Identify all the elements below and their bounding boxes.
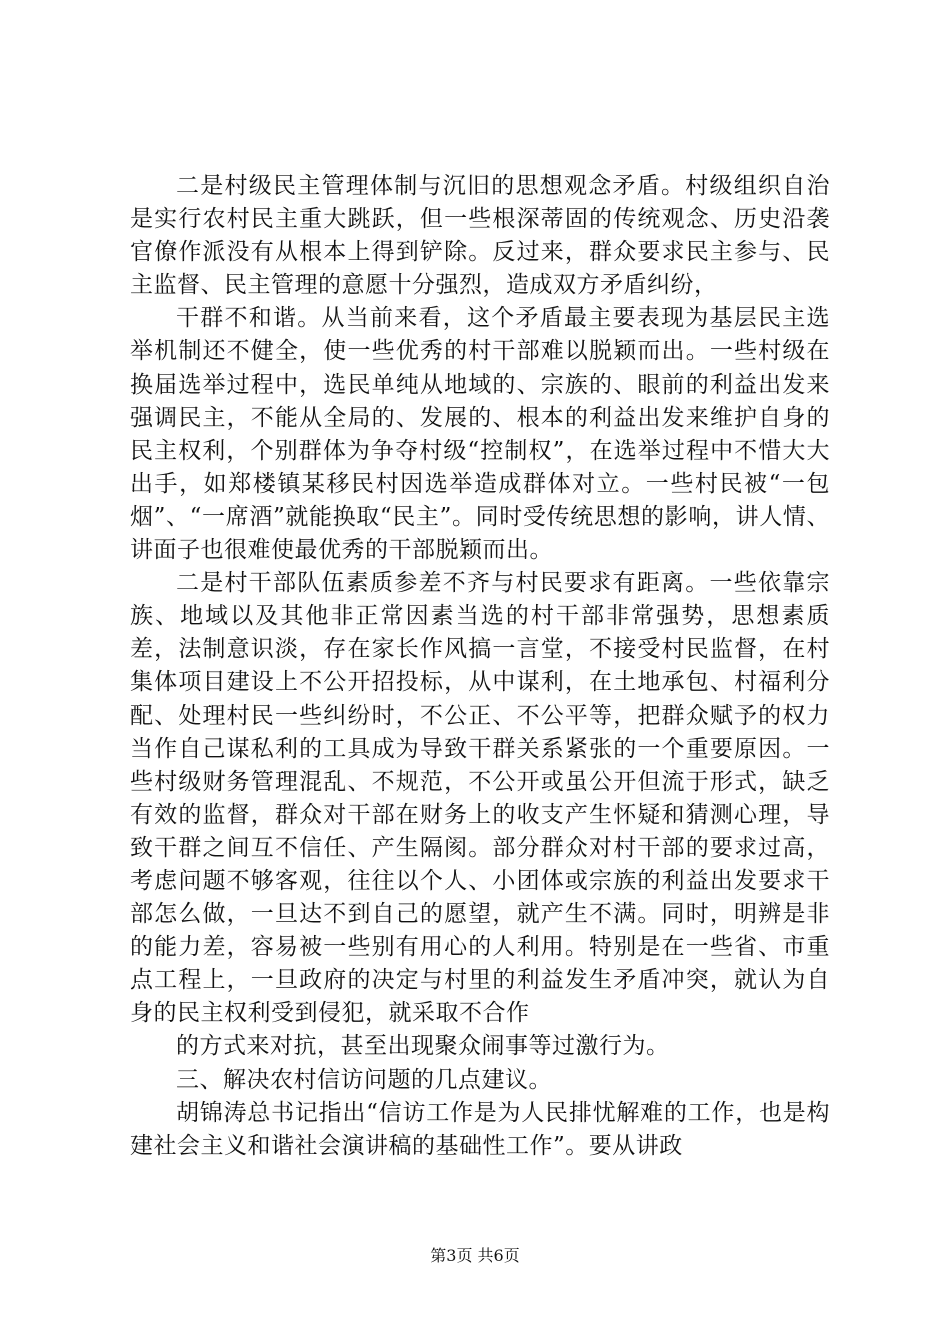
paragraph-2: 干群不和谐。从当前来看，这个矛盾最主要表现为基层民主选举机制还不健全，使一些优秀的村干部难以脱颖而出。一些村级在换届选举过程中，选民单纯从地域的、宗族的、眼前的利益出发来强调民主，不能从全局的、发展的、根本的利益出发来维护自身的民主权利，个别群体为争夺村级“控制权”，在选举过程中不惜大大出手，如郑楼镇某移民村因选举造成群体对立。一些村民被“一包烟”、“一席酒”就能换取“民主”。同时受传统思想的影响，讲人情、讲面子也很难使最优秀的干部脱颖而出。	[130, 305, 830, 564]
paragraph-3: 二是村干部队伍素质参差不齐与村民要求有距离。一些依靠宗族、地域以及其他非正常因素当选的村干部非常强势，思想素质差，法制意识淡，存在家长作风搞一言堂，不接受村民监督，在村集体项目建设上不公开招投标，从中谋利，在土地承包、村福利分配、处理村民一些纠纷时，不公正、不公平等，把群众赋予的权力当作自己谋私利的工具成为导致干群关系紧张的一个重要原因。一些村级财务管理混乱、不规范，不公开或虽公开但流于形式，缺乏有效的监督，群众对干部在财务上的收支产生怀疑和猜测心理，导致干群之间互不信任、产生隔阂。部分群众对村干部的要求过高，考虑问题不够客观，往往以个人、小团体或宗族的利益出发要求干部怎么做，一旦达不到自己的愿望，就产生不满。同时，明辨是非的能力差，容易被一些别有用心的人利用。特别是在一些省、市重点工程上，一旦政府的决定与村里的利益发生矛盾冲突，就认为自身的民主权利受到侵犯，就采取不合作	[130, 570, 830, 1027]
paragraph-1: 二是村级民主管理体制与沉旧的思想观念矛盾。村级组织自治是实行农村民主重大跳跃，但一些根深蒂固的传统观念、历史沿袭官僚作派没有从根本上得到铲除。反过来，群众要求民主参与、民主监督、民主管理的意愿十分强烈，造成双方矛盾纠纷，	[130, 173, 830, 299]
document-body	[130, 170, 830, 1163]
paragraph-5: 三、解决农村信访问题的几点建议。	[176, 1066, 552, 1093]
paragraph-6: 胡锦涛总书记指出“信访工作是为人民排忧解难的工作，也是构建社会主义和谐社会演讲稿的基础性工作”。要从讲政	[130, 1099, 830, 1159]
paragraph-4: 的方式来对抗，甚至出现聚众闹事等过激行为。	[176, 1033, 670, 1060]
page-number-footer: 第3页 共6页	[430, 1246, 520, 1265]
